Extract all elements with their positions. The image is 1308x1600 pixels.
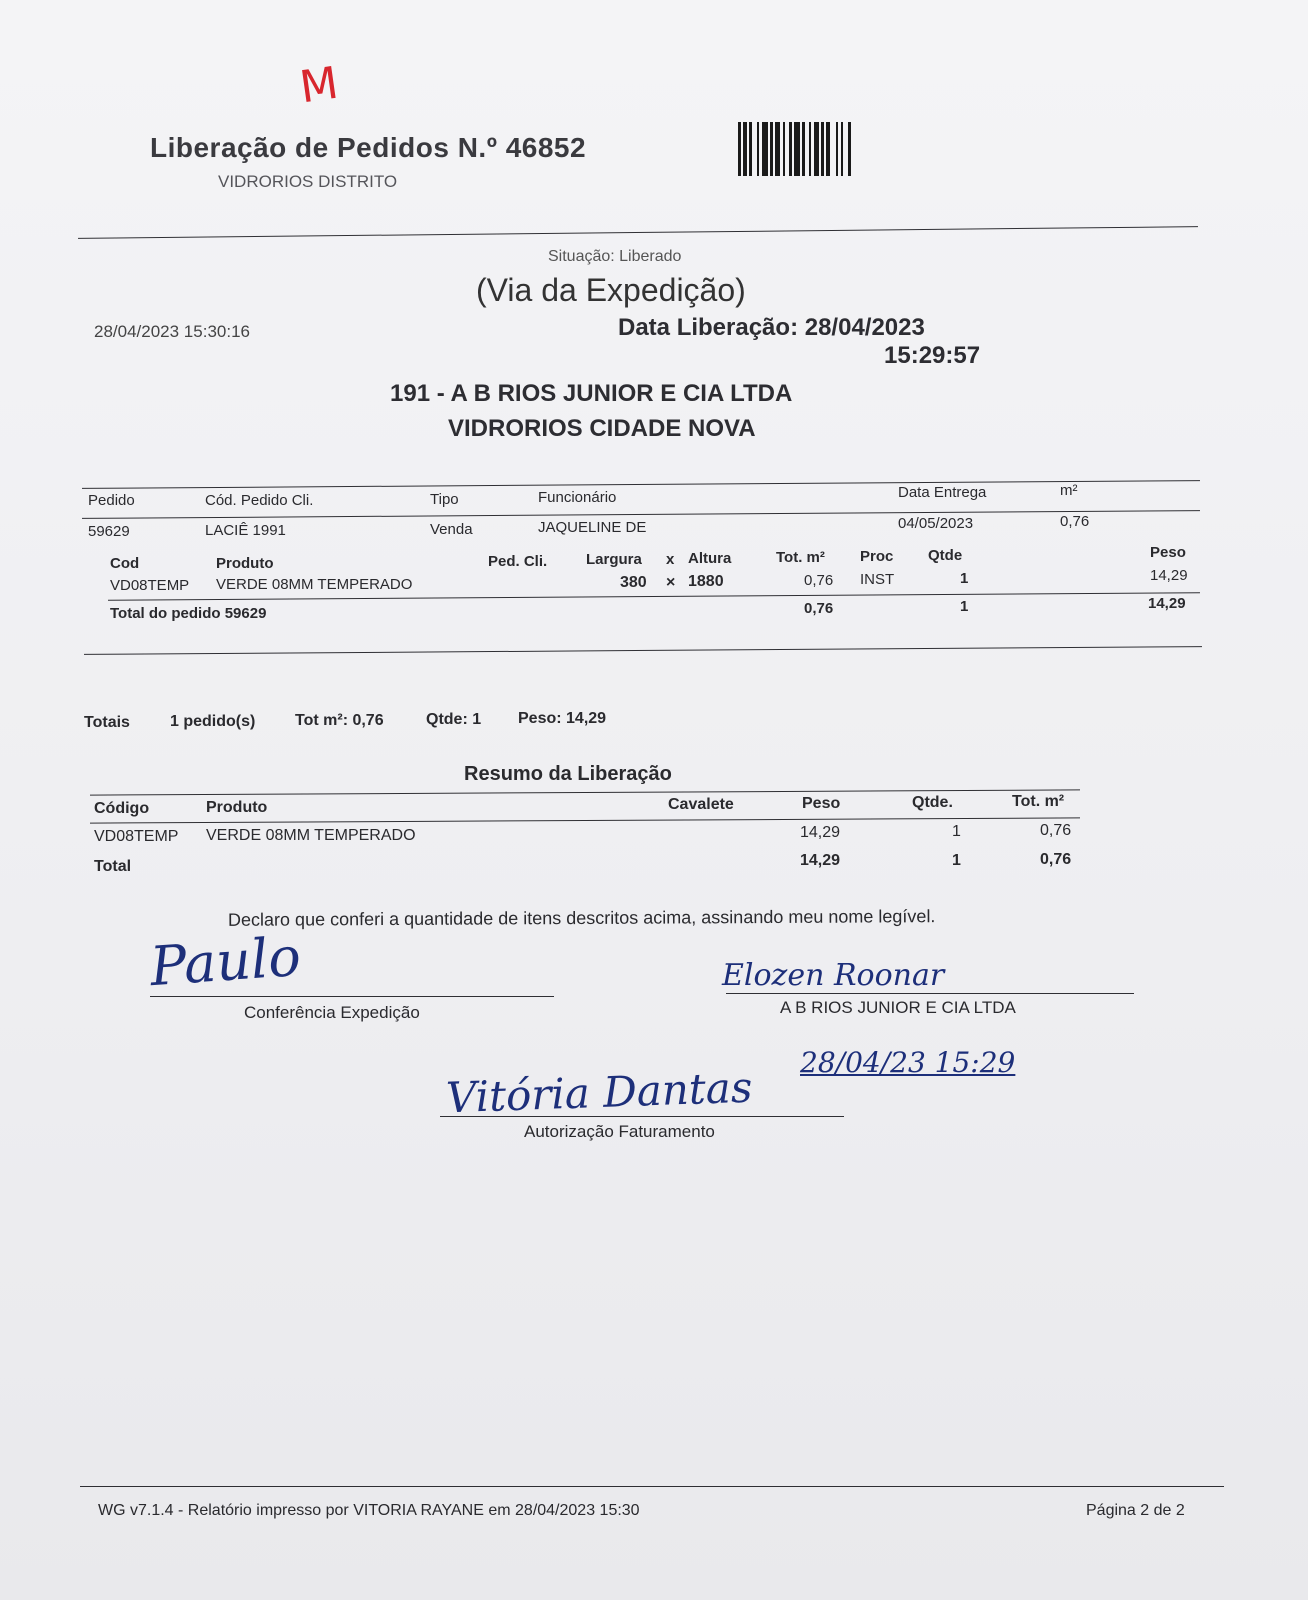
value-m2: 0,76 (1060, 513, 1090, 530)
resumo-header-produto: Produto (206, 799, 268, 816)
order-total-label: Total do pedido 59629 (110, 605, 267, 622)
resumo-header-line (90, 817, 1080, 823)
header-divider (78, 226, 1198, 239)
item-header-largura: Largura (586, 551, 642, 568)
resumo-row-tot-m2: 0,76 (1040, 822, 1072, 839)
signature-conferencia: Paulo (147, 924, 303, 999)
footer-line (80, 1486, 1224, 1487)
data-liberacao: Data Liberação: 28/04/2023 (618, 314, 925, 341)
resumo-header-qtde: Qtde. (912, 794, 953, 811)
resumo-title: Resumo da Liberação (464, 763, 672, 785)
declaration-text: Declaro que conferi a quantidade de itens descritos acima, assinando meu nome legível. (227, 906, 936, 930)
hora-liberacao: 15:29:57 (884, 342, 981, 369)
footer-report-info: WG v7.1.4 - Relatório impresso por VITORIA RAYANE em 28/04/2023 15:30 (98, 1502, 640, 1519)
item-header-proc: Proc (860, 548, 894, 565)
signature-client: Elozen Roonar (722, 958, 945, 993)
item-header-cod: Cod (110, 555, 140, 572)
barcode (738, 122, 934, 176)
resumo-row-produto: VERDE 08MM TEMPERADO (206, 827, 416, 844)
resumo-row-qtde: 1 (952, 823, 961, 840)
order-total-tot-m2: 0,76 (804, 600, 834, 617)
item-header-x: x (666, 551, 675, 568)
value-data-entrega: 04/05/2023 (898, 515, 974, 532)
resumo-row-peso: 14,29 (800, 824, 841, 841)
item-largura: 380 (620, 574, 647, 591)
printed-timestamp: 28/04/2023 15:30:16 (94, 322, 250, 341)
col-header-data-entrega: Data Entrega (898, 484, 987, 501)
totais-pedidos: 1 pedido(s) (170, 713, 256, 730)
resumo-header-cavalete: Cavalete (668, 796, 734, 813)
barcode-bar (851, 122, 853, 176)
footer-page-number: Página 2 de 2 (1086, 1502, 1185, 1519)
item-total-line (108, 592, 1200, 601)
signature-line-autorizacao (440, 1116, 844, 1117)
item-header-produto: Produto (216, 555, 274, 572)
signature-autorizacao: Vitória Dantas (445, 1062, 754, 1123)
item-cod: VD08TEMP (110, 577, 190, 594)
col-header-m2: m² (1060, 482, 1078, 499)
document-subtitle: VIDRORIOS DISTRITO (218, 172, 398, 191)
item-header-peso: Peso (1150, 544, 1186, 561)
totais-peso: Peso: 14,29 (518, 710, 607, 727)
resumo-total-qtde: 1 (952, 852, 961, 869)
conferencia-label: Conferência Expedição (244, 1003, 420, 1022)
order-total-peso: 14,29 (1148, 595, 1186, 612)
item-header-qtde: Qtde (928, 547, 963, 564)
resumo-total-tot-m2: 0,76 (1040, 851, 1072, 868)
resumo-total-peso: 14,29 (800, 852, 841, 869)
handwritten-mark: M (296, 57, 342, 114)
order-total-qtde: 1 (960, 598, 969, 615)
order-bottom-line (84, 646, 1202, 655)
situacao-text: Situação: Liberado (548, 248, 682, 265)
value-cod-pedido-cli: LACIÊ 1991 (205, 522, 286, 539)
order-header-line (82, 510, 1200, 519)
col-header-funcionario: Funcionário (538, 489, 617, 506)
resumo-total-label: Total (94, 858, 132, 875)
client-signature-label: A B RIOS JUNIOR E CIA LTDA (780, 998, 1016, 1017)
value-pedido: 59629 (88, 523, 130, 540)
resumo-header-peso: Peso (802, 795, 841, 812)
item-x: × (666, 574, 676, 591)
item-tot-m2: 0,76 (804, 572, 834, 589)
item-header-ped-cli: Ped. Cli. (488, 553, 548, 570)
item-header-altura: Altura (688, 550, 732, 567)
autorizacao-label: Autorização Faturamento (524, 1122, 715, 1141)
resumo-header-codigo: Código (94, 800, 150, 817)
handwritten-date: 28/04/23 15:29 (800, 1046, 1016, 1079)
col-header-cod-pedido-cli: Cód. Pedido Cli. (205, 492, 314, 509)
document-title: Liberação de Pedidos N.º 46852 (150, 132, 587, 163)
totais-tot-m2: Tot m²: 0,76 (295, 712, 384, 729)
item-proc: INST (860, 571, 895, 588)
client-name: 191 - A B RIOS JUNIOR E CIA LTDA (390, 380, 793, 407)
item-produto: VERDE 08MM TEMPERADO (216, 576, 413, 593)
resumo-header-tot-m2: Tot. m² (1012, 793, 1065, 810)
item-qtde: 1 (960, 570, 969, 587)
resumo-row-codigo: VD08TEMP (94, 828, 179, 845)
signature-line-client (726, 993, 1134, 994)
item-altura: 1880 (688, 573, 724, 590)
col-header-tipo: Tipo (430, 491, 459, 508)
item-peso: 14,29 (1150, 567, 1188, 584)
order-top-line (82, 480, 1200, 489)
col-header-pedido: Pedido (88, 492, 135, 509)
signature-line-conferencia (150, 996, 554, 997)
totais-qtde: Qtde: 1 (426, 711, 482, 728)
totais-label: Totais (84, 714, 130, 731)
value-tipo: Venda (430, 521, 473, 538)
item-header-tot-m2: Tot. m² (776, 549, 825, 566)
client-store: VIDRORIOS CIDADE NOVA (448, 415, 756, 442)
value-funcionario: JAQUELINE DE (538, 519, 647, 536)
via-title: (Via da Expedição) (476, 272, 746, 308)
